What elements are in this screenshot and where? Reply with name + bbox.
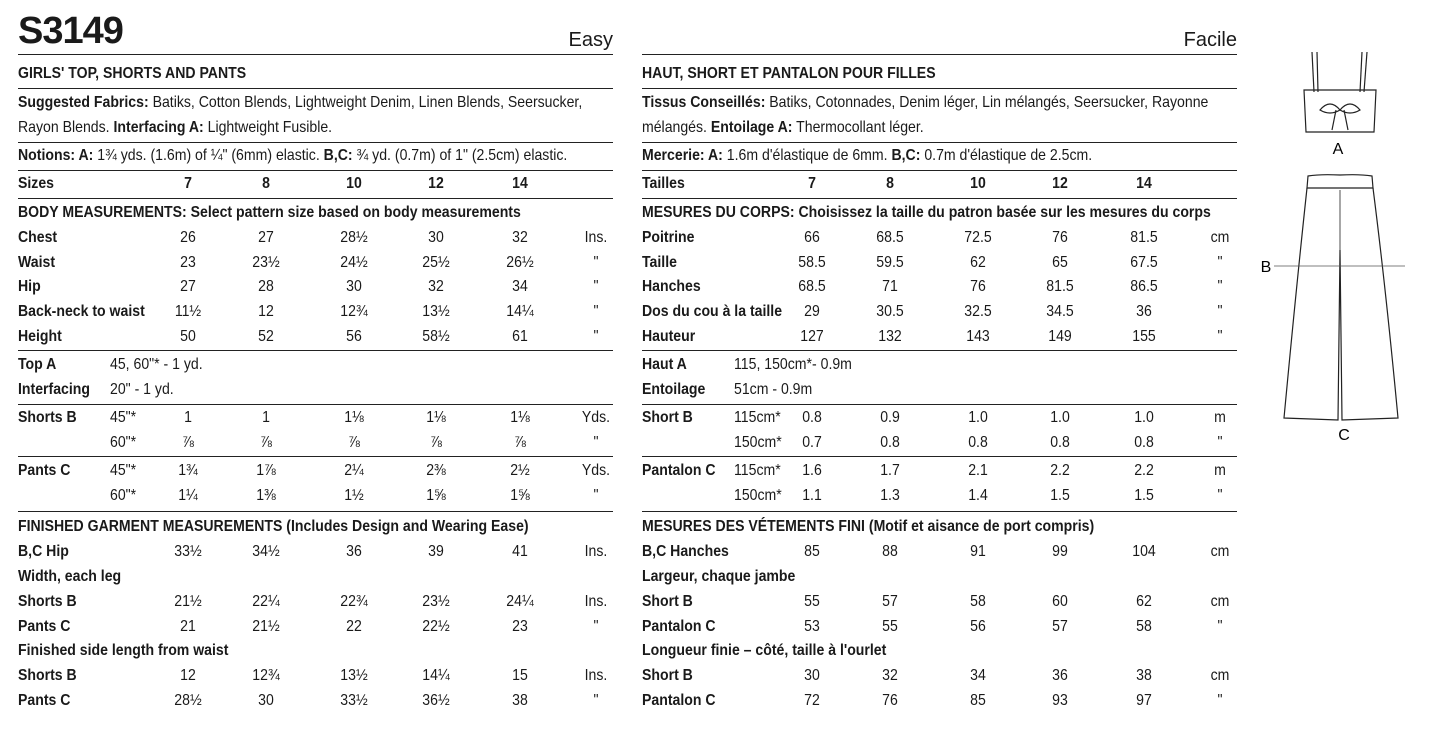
length-value: 97 [1136, 692, 1152, 709]
body-row-value: 56 [346, 327, 362, 345]
pants-label: Pants C [18, 462, 71, 479]
pants-unit: Yds. [581, 462, 611, 479]
length-value: 76 [882, 692, 898, 709]
hip-value: 41 [512, 543, 528, 560]
length-value: 12 [180, 667, 196, 684]
rule-line [18, 404, 613, 405]
hip-value: 99 [1052, 543, 1068, 560]
top-a-label: Top A [18, 356, 57, 373]
shorts-yardage-value: 1⅛ [510, 409, 530, 426]
body-row-value: 12 [258, 303, 274, 321]
width-value: 53 [804, 618, 820, 635]
body-row-label: Hanches [642, 278, 701, 296]
body-row-value: 61 [512, 327, 528, 345]
fabric-width: 115cm* [734, 409, 781, 426]
width-value: 22¾ [340, 593, 368, 610]
notions-text-1: 1.6m d'élastique de 6mm. [722, 147, 892, 164]
body-row-unit: Ins. [584, 229, 608, 246]
body-row-label: Chest [18, 229, 58, 246]
hip-unit: Ins. [584, 543, 608, 560]
shorts-unit: " [1217, 434, 1223, 451]
body-row-value: 29 [804, 303, 820, 321]
body-row-label: Hauteur [642, 327, 696, 345]
body-row-unit: " [1217, 303, 1223, 321]
view-label-a: A [1332, 141, 1344, 158]
pants-yardage-value: 1⅝ [510, 487, 530, 504]
pattern-title: HAUT, SHORT ET PANTALON POUR FILLES [642, 65, 936, 82]
size-header: 14 [512, 175, 528, 192]
body-row-value: 58.5 [798, 253, 826, 271]
fabrics-text-2: Rayon Blends. [18, 119, 114, 136]
body-row-value: 58½ [422, 327, 450, 345]
fabrics-line-1 [18, 94, 582, 112]
header-bar [642, 0, 1237, 55]
sizes-label: Tailles [642, 175, 685, 192]
notions-label-2: B,C: [323, 147, 353, 164]
hip-value: 39 [428, 543, 444, 560]
body-row-value: 32 [512, 229, 528, 246]
body-row-value: 36 [1136, 303, 1152, 321]
length-value: 30 [804, 667, 820, 684]
notions-line [18, 147, 567, 165]
body-row-value: 24½ [340, 253, 368, 271]
fabrics-text: Batiks, Cotonnades, Denim léger, Lin mélangés, Seersucker, Rayonne [765, 94, 1209, 111]
body-row-value: 30 [428, 229, 444, 246]
body-row-value: 68.5 [876, 229, 904, 246]
fabric-width: 60"* [110, 487, 137, 504]
body-row-value: 132 [878, 327, 902, 345]
fabric-width: 45"* [110, 409, 137, 426]
rule-line [642, 198, 1237, 199]
size-header: 10 [346, 175, 362, 192]
length-value: 38 [1136, 667, 1152, 684]
shorts-yardage-value: 0.8 [802, 409, 822, 426]
body-row-value: 81.5 [1130, 229, 1158, 246]
hip-value: 34½ [252, 543, 280, 560]
width-label: Width, each leg [18, 568, 122, 585]
body-row-label: Taille [642, 253, 677, 271]
shorts-unit: m [1214, 409, 1226, 426]
rule-line [642, 350, 1237, 351]
width-value: 55 [804, 593, 820, 610]
body-row-value: 62 [970, 253, 986, 271]
body-row-value: 127 [800, 327, 824, 345]
header-bar [18, 0, 613, 55]
shorts-yardage-value: ⅞ [514, 434, 526, 451]
pants-yardage-value: 2¼ [344, 462, 364, 479]
length-row-label: Pants C [18, 692, 71, 709]
body-row-value: 25½ [422, 253, 450, 271]
pants-yardage-value: 2.2 [1050, 462, 1070, 479]
body-row-value: 67.5 [1130, 253, 1158, 271]
body-row-value: 27 [258, 229, 274, 246]
width-unit: cm [1210, 593, 1230, 610]
length-row-label: Short B [642, 667, 693, 684]
shorts-yardage-value: 1.0 [1134, 409, 1154, 426]
rule-line [642, 456, 1237, 457]
fabric-width: 150cm* [734, 434, 782, 451]
interfacing-row-label: Entoilage [642, 381, 706, 398]
width-value: 22 [346, 618, 362, 635]
body-row-value: 28 [258, 278, 274, 296]
pants-yardage-value: 1½ [344, 487, 364, 504]
width-row-label: Pantalon C [642, 618, 716, 635]
pants-yardage-value: 1¼ [178, 487, 198, 504]
body-row-unit: " [593, 278, 599, 296]
fabrics-line-1 [642, 94, 1208, 112]
body-row-unit: " [1217, 278, 1223, 296]
shorts-label: Shorts B [18, 409, 77, 426]
rule-line [18, 170, 613, 171]
body-measurements-heading: BODY MEASUREMENTS: Select pattern size based on body measurements [18, 204, 521, 221]
shorts-label: Short B [642, 409, 693, 426]
body-row-value: 76 [1052, 229, 1068, 246]
fabrics-text-2: mélangés. [642, 119, 711, 136]
fabrics-line-2 [18, 119, 332, 137]
length-value: 72 [804, 692, 820, 709]
top-a-yardage: 45, 60"* - 1 yd. [110, 356, 203, 373]
english-panel [18, 0, 613, 732]
body-row-value: 30.5 [876, 303, 904, 321]
body-row-value: 50 [180, 327, 196, 345]
pattern-title: GIRLS' TOP, SHORTS AND PANTS [18, 65, 247, 82]
rule-line [18, 456, 613, 457]
pants-yardage-value: 1.6 [802, 462, 822, 479]
rule-line [642, 404, 1237, 405]
body-row-label: Height [18, 327, 62, 345]
body-row-value: 72.5 [964, 229, 992, 246]
hip-value: 91 [970, 543, 986, 560]
body-row-value: 155 [1132, 327, 1156, 345]
top-a-drawing [1304, 52, 1376, 132]
shorts-unit: " [593, 434, 599, 451]
shorts-yardage-value: 1 [184, 409, 192, 426]
fabric-width: 45"* [110, 462, 137, 479]
width-value: 21 [180, 618, 196, 635]
body-row-unit: " [593, 253, 599, 271]
rule-line [18, 142, 613, 143]
body-row-unit: " [1217, 327, 1223, 345]
body-row-label: Poitrine [642, 229, 695, 246]
interfacing-row-label: Interfacing [18, 381, 90, 398]
garment-illustration [1260, 50, 1425, 450]
notions-label-2: B,C: [891, 147, 921, 164]
size-header: 12 [428, 175, 444, 192]
fabrics-text: Batiks, Cotton Blends, Lightweight Denim, Linen Blends, Seersucker, [148, 94, 583, 111]
size-header: 14 [1136, 175, 1152, 192]
rule-line [18, 350, 613, 351]
length-value: 14¼ [422, 667, 450, 684]
hip-value: 85 [804, 543, 820, 560]
length-value: 34 [970, 667, 986, 684]
interfacing-label: Interfacing A: [113, 119, 204, 136]
body-row-value: 28½ [340, 229, 368, 246]
fabrics-line-2 [642, 119, 924, 137]
hip-value: 88 [882, 543, 898, 560]
pants-yardage-value: 2.1 [968, 462, 988, 479]
width-value: 24¼ [506, 593, 534, 610]
length-value: 32 [882, 667, 898, 684]
shorts-yardage-value: ⅞ [260, 434, 272, 451]
length-value: 85 [970, 692, 986, 709]
body-row-value: 81.5 [1046, 278, 1074, 296]
width-value: 60 [1052, 593, 1068, 610]
shorts-yardage-value: 1 [262, 409, 270, 426]
width-row-label: Pants C [18, 618, 71, 635]
pants-yardage-value: 1.5 [1050, 487, 1070, 504]
shorts-yardage-value: 1⅛ [426, 409, 446, 426]
length-unit: cm [1210, 667, 1230, 684]
rule-line [18, 198, 613, 199]
body-row-value: 71 [882, 278, 898, 296]
body-row-value: 68.5 [798, 278, 826, 296]
length-value: 33½ [340, 692, 368, 709]
width-value: 22½ [422, 618, 450, 635]
pants-unit: m [1214, 462, 1226, 479]
shorts-yardage-value: 0.8 [1050, 434, 1070, 451]
width-row-label: Short B [642, 593, 693, 610]
width-label: Largeur, chaque jambe [642, 568, 796, 585]
interfacing-yardage: 20" - 1 yd. [110, 381, 174, 398]
body-row-label: Dos du cou à la taille [642, 303, 783, 321]
pants-label: Pantalon C [642, 462, 716, 479]
length-row-label: Shorts B [18, 667, 77, 684]
length-value: 36 [1052, 667, 1068, 684]
body-row-value: 65 [1052, 253, 1068, 271]
view-label-c: C [1338, 427, 1350, 444]
shorts-yardage-value: 0.8 [968, 434, 988, 451]
pants-yardage-value: 2⅜ [426, 462, 446, 479]
rule-line [18, 88, 613, 89]
width-unit: Ins. [584, 593, 608, 610]
pants-yardage-value: 2½ [510, 462, 530, 479]
hip-value: 36 [346, 543, 362, 560]
size-header: 12 [1052, 175, 1068, 192]
shorts-unit: Yds. [581, 409, 611, 426]
pattern-number: S3149 [18, 10, 123, 52]
pants-yardage-value: 1.7 [880, 462, 900, 479]
body-measurements-heading: MESURES DU CORPS: Choisissez la taille du patron basée sur les mesures du corps [642, 204, 1211, 221]
length-unit: " [1217, 692, 1223, 709]
width-value: 55 [882, 618, 898, 635]
shorts-yardage-value: 0.8 [1134, 434, 1154, 451]
fabric-width: 60"* [110, 434, 137, 451]
body-row-value: 34 [512, 278, 528, 296]
body-row-label: Hip [18, 278, 41, 296]
pants-yardage-value: 1.4 [968, 487, 988, 504]
finished-measurements-heading: MESURES DES VÉTEMENTS FINI (Motif et aisance de port compris) [642, 518, 1095, 535]
shorts-yardage-value: 0.8 [880, 434, 900, 451]
length-value: 93 [1052, 692, 1068, 709]
body-row-unit: " [593, 303, 599, 321]
pants-yardage-value: 1.1 [802, 487, 822, 504]
rule-line [18, 511, 613, 512]
notions-text-2: ¾ yd. (0.7m) of 1" (2.5cm) elastic. [352, 147, 568, 164]
shorts-yardage-value: ⅞ [430, 434, 442, 451]
body-row-value: 32.5 [964, 303, 992, 321]
width-unit: " [1217, 618, 1223, 635]
notions-label: Mercerie: A: [642, 147, 723, 164]
pants-yardage-value: 1.5 [1134, 487, 1154, 504]
size-header: 8 [262, 175, 270, 192]
shorts-yardage-value: 1.0 [968, 409, 988, 426]
top-a-yardage: 115, 150cm*- 0.9m [734, 356, 852, 373]
width-value: 21½ [174, 593, 202, 610]
body-row-value: 76 [970, 278, 986, 296]
size-header: 8 [886, 175, 894, 192]
hip-value: 33½ [174, 543, 202, 560]
shorts-yardage-value: ⅞ [182, 434, 194, 451]
body-row-value: 143 [966, 327, 990, 345]
width-value: 57 [882, 593, 898, 610]
width-row-label: Shorts B [18, 593, 77, 610]
width-value: 57 [1052, 618, 1068, 635]
body-row-value: 23½ [252, 253, 280, 271]
pants-unit: " [1217, 487, 1223, 504]
interfacing-label: Entoilage A: [710, 119, 793, 136]
width-value: 21½ [252, 618, 280, 635]
body-row-value: 32 [428, 278, 444, 296]
difficulty-level: Easy [568, 29, 613, 51]
hip-label: B,C Hip [18, 543, 69, 560]
body-row-value: 149 [1048, 327, 1072, 345]
body-row-label: Waist [18, 253, 56, 271]
width-value: 56 [970, 618, 986, 635]
rule-line [642, 142, 1237, 143]
body-row-value: 86.5 [1130, 278, 1158, 296]
body-row-value: 12¾ [340, 303, 368, 321]
length-value: 28½ [174, 692, 202, 709]
fabrics-label: Tissus Conseillés: [642, 94, 766, 111]
notions-text-1: 1¾ yds. (1.6m) of ¼" (6mm) elastic. [93, 147, 324, 164]
pants-yardage-value: 1⅞ [256, 462, 276, 479]
hip-unit: cm [1210, 543, 1230, 560]
pants-yardage-value: 1⅝ [426, 487, 446, 504]
interfacing-yardage: 51cm - 0.9m [734, 381, 813, 398]
sizes-label: Sizes [18, 175, 55, 192]
length-unit: Ins. [584, 667, 608, 684]
length-value: 13½ [340, 667, 368, 684]
body-row-value: 59.5 [876, 253, 904, 271]
body-row-value: 11½ [174, 303, 202, 321]
pants-yardage-value: 1¾ [178, 462, 198, 479]
size-header: 10 [970, 175, 986, 192]
finished-measurements-heading: FINISHED GARMENT MEASUREMENTS (Includes Design and Wearing Ease) [18, 518, 529, 535]
width-value: 62 [1136, 593, 1152, 610]
pants-yardage-value: 1⅜ [256, 487, 276, 504]
body-row-value: 34.5 [1046, 303, 1074, 321]
shorts-yardage-value: 1.0 [1050, 409, 1070, 426]
rule-line [642, 511, 1237, 512]
body-row-value: 26½ [506, 253, 534, 271]
length-label: Longueur finie – côté, taille à l'ourlet [642, 642, 887, 659]
body-row-value: 27 [180, 278, 196, 296]
fabric-width: 115cm* [734, 462, 781, 479]
width-value: 58 [970, 593, 986, 610]
fabric-width: 150cm* [734, 487, 782, 504]
french-panel [642, 0, 1237, 732]
view-label-b: B [1260, 259, 1272, 276]
size-header: 7 [184, 175, 192, 192]
difficulty-level: Facile [1183, 29, 1237, 51]
pants-c-drawing [1284, 175, 1398, 420]
hip-label: B,C Hanches [642, 543, 729, 560]
length-value: 30 [258, 692, 274, 709]
notions-line [642, 147, 1092, 165]
length-value: 15 [512, 667, 528, 684]
width-unit: " [593, 618, 599, 635]
interfacing-text: Thermocollant léger. [792, 119, 924, 136]
width-value: 23 [512, 618, 528, 635]
body-row-value: 66 [804, 229, 820, 246]
rule-line [642, 170, 1237, 171]
body-row-value: 23 [180, 253, 196, 271]
length-value: 36½ [422, 692, 450, 709]
body-row-value: 52 [258, 327, 274, 345]
shorts-yardage-value: ⅞ [348, 434, 360, 451]
size-header: 7 [808, 175, 816, 192]
pants-yardage-value: 1.3 [880, 487, 900, 504]
length-label: Finished side length from waist [18, 642, 229, 659]
body-row-value: 14¼ [506, 303, 534, 321]
length-row-label: Pantalon C [642, 692, 716, 709]
length-unit: " [593, 692, 599, 709]
body-row-unit: " [593, 327, 599, 345]
shorts-yardage-value: 1⅛ [344, 409, 364, 426]
hip-value: 104 [1132, 543, 1156, 560]
length-value: 12¾ [252, 667, 280, 684]
body-row-value: 30 [346, 278, 362, 296]
top-a-label: Haut A [642, 356, 687, 373]
body-row-value: 26 [180, 229, 196, 246]
shorts-yardage-value: 0.9 [880, 409, 900, 426]
body-row-value: 13½ [422, 303, 450, 321]
width-value: 23½ [422, 593, 450, 610]
interfacing-text: Lightweight Fusible. [203, 119, 333, 136]
length-value: 38 [512, 692, 528, 709]
notions-text-2: 0.7m d'élastique de 2.5cm. [920, 147, 1093, 164]
rule-line [642, 88, 1237, 89]
shorts-yardage-value: 0.7 [802, 434, 822, 451]
width-value: 58 [1136, 618, 1152, 635]
width-value: 22¼ [252, 593, 280, 610]
body-row-label: Back-neck to waist [18, 303, 145, 321]
fabrics-label: Suggested Fabrics: [18, 94, 149, 111]
pants-unit: " [593, 487, 599, 504]
pants-yardage-value: 2.2 [1134, 462, 1154, 479]
notions-label: Notions: A: [18, 147, 94, 164]
body-row-unit: cm [1210, 229, 1230, 246]
body-row-unit: " [1217, 253, 1223, 271]
